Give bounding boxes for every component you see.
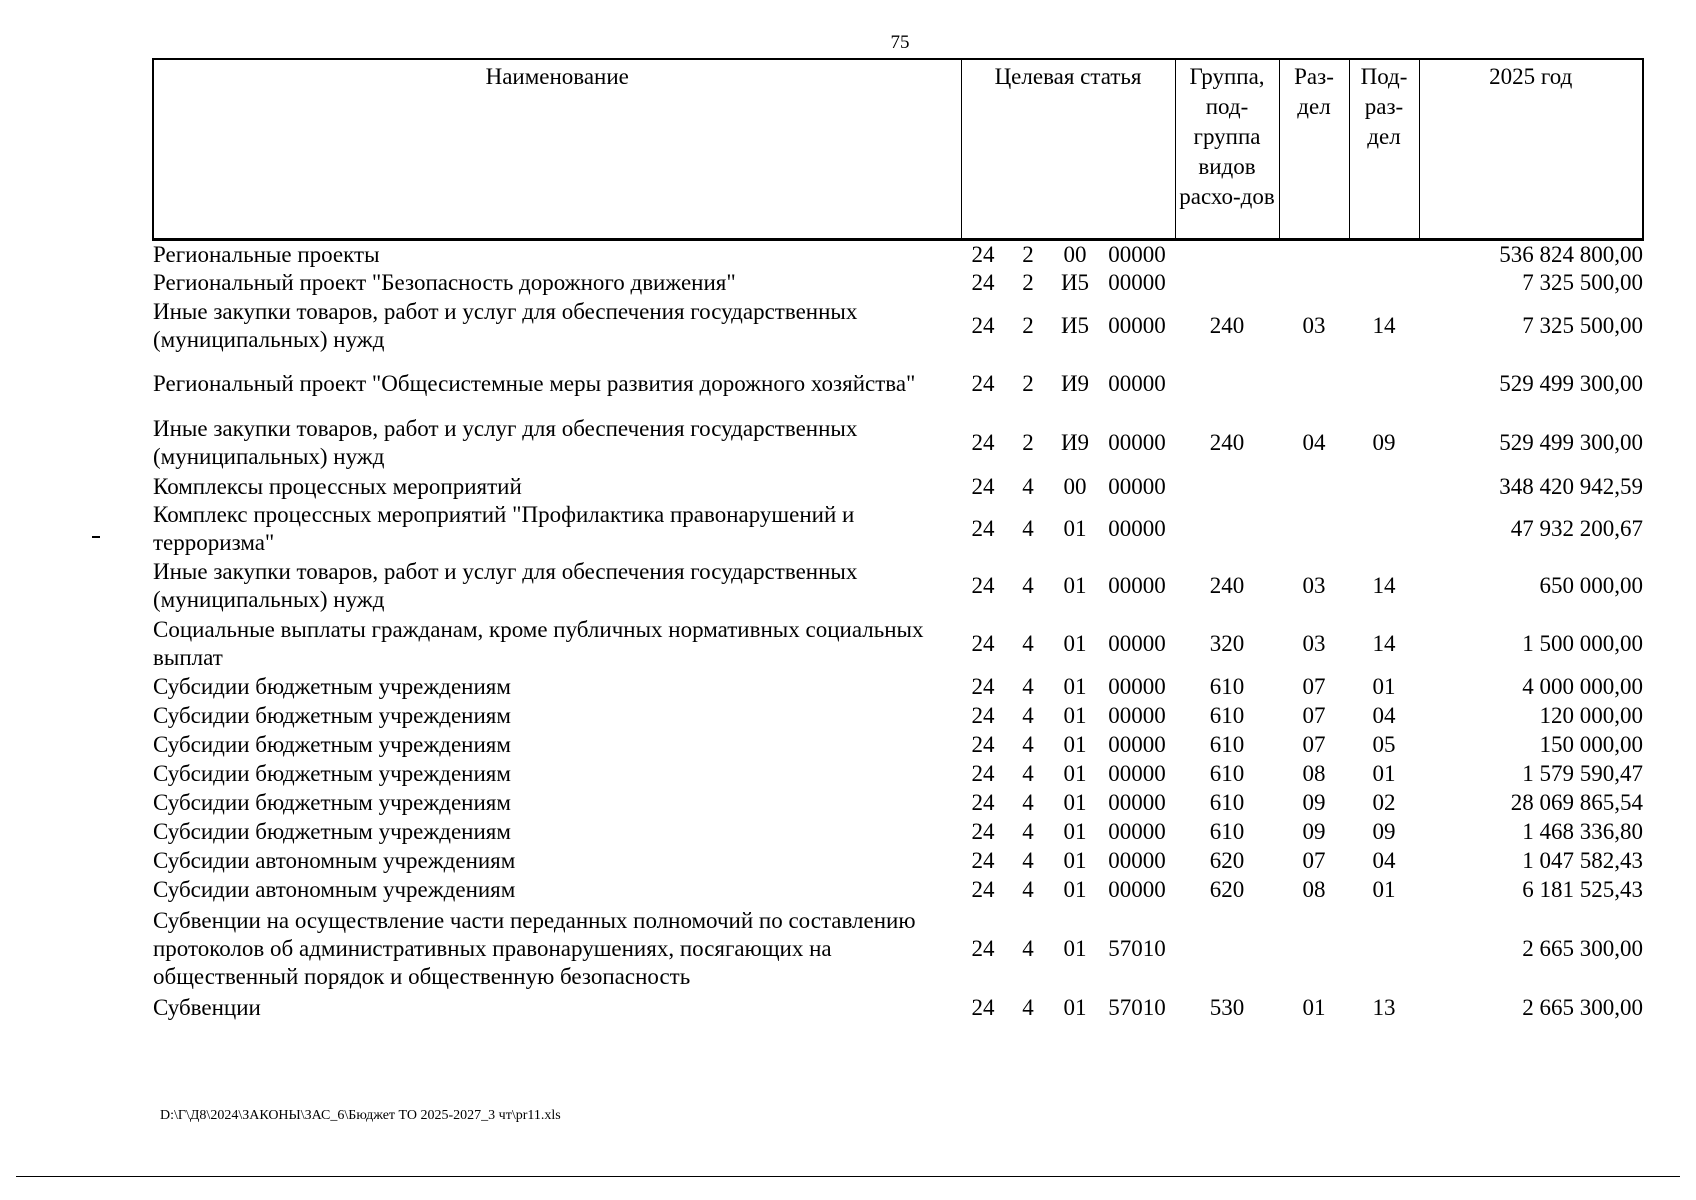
row-code-4: 00000 [1108, 703, 1166, 728]
row-name: Субсидии автономным учреждениям [153, 848, 516, 873]
row-section: 03 [1302, 572, 1326, 598]
row-code-4: 00000 [1108, 848, 1166, 873]
row-section: 07 [1302, 848, 1326, 873]
row-code-4: 00000 [1108, 732, 1166, 757]
row-subsection: 04 [1372, 703, 1396, 728]
header-target: Целевая статья [961, 59, 1175, 239]
row-code-4: 00000 [1108, 269, 1166, 295]
row-code-3: 01 [1063, 790, 1087, 815]
row-code-4: 00000 [1108, 790, 1166, 815]
row-group [1175, 905, 1279, 993]
row-name: Комплекс процессных мероприятий "Профилактика правонарушений и терроризма" [153, 501, 855, 555]
row-section [1279, 269, 1349, 297]
row-section: 01 [1302, 994, 1326, 1020]
row-section: 07 [1302, 732, 1326, 757]
row-code-4: 57010 [1108, 994, 1166, 1020]
row-code-1: 24 [971, 630, 995, 656]
row-section: 07 [1302, 703, 1326, 728]
row-amount: 1 579 590,47 [1522, 761, 1643, 786]
row-name: Субсидии бюджетным учреждениям [153, 703, 511, 728]
table-row [153, 789, 1643, 818]
row-code-3: И9 [1060, 370, 1090, 396]
row-name: Комплексы процессных мероприятий [153, 473, 522, 499]
row-code-3: 01 [1063, 848, 1087, 873]
row-subsection: 02 [1372, 790, 1396, 815]
row-name: Субсидии бюджетным учреждениям [153, 761, 511, 786]
row-code-1: 24 [971, 473, 995, 499]
row-section [1279, 239, 1349, 269]
row-name: Социальные выплаты гражданам, кроме публичных нормативных социальных выплат [153, 616, 924, 670]
row-code-1: 24 [971, 572, 995, 598]
bottom-divider [16, 1176, 1680, 1177]
header-year: 2025 год [1419, 59, 1643, 239]
table-row [153, 993, 1643, 1023]
row-code-1: 24 [971, 241, 995, 267]
row-section [1279, 473, 1349, 501]
row-code-2: 4 [1022, 819, 1034, 844]
row-code-2: 4 [1022, 761, 1034, 786]
row-amount: 2 665 300,00 [1522, 994, 1643, 1020]
row-name: Иные закупки товаров, работ и услуг для обеспечения государственных (муниципальных) нужд [153, 558, 858, 612]
row-code-2: 2 [1022, 241, 1034, 267]
header-name: Наименование [153, 59, 961, 239]
row-subsection: 01 [1372, 761, 1396, 786]
table-row [153, 847, 1643, 876]
row-subsection: 01 [1372, 674, 1396, 699]
row-code-1: 24 [971, 790, 995, 815]
row-code-1: 24 [971, 703, 995, 728]
row-code-1: 24 [971, 674, 995, 699]
row-amount: 1 468 336,80 [1522, 819, 1643, 844]
table-header-row [153, 59, 1643, 239]
row-code-3: 00 [1063, 241, 1087, 267]
row-amount: 529 499 300,00 [1499, 429, 1643, 455]
row-subsection [1349, 905, 1419, 993]
row-code-2: 4 [1022, 732, 1034, 757]
table-row [153, 876, 1643, 905]
margin-mark [92, 536, 100, 538]
row-code-3: 01 [1063, 994, 1087, 1020]
row-section: 08 [1302, 761, 1326, 786]
row-group: 240 [1209, 312, 1245, 338]
row-subsection [1349, 501, 1419, 557]
row-amount: 7 325 500,00 [1522, 312, 1643, 338]
row-subsection [1349, 239, 1419, 269]
row-amount: 150 000,00 [1539, 732, 1643, 757]
row-subsection: 14 [1372, 312, 1396, 338]
table-row [153, 760, 1643, 789]
row-code-2: 4 [1022, 515, 1034, 541]
row-name: Региональный проект "Общесистемные меры развития дорожного хозяйства" [153, 370, 916, 396]
row-amount: 4 000 000,00 [1522, 674, 1643, 699]
row-amount: 47 932 200,67 [1510, 515, 1643, 541]
row-code-2: 4 [1022, 935, 1034, 961]
row-amount: 1 500 000,00 [1522, 630, 1643, 656]
row-name: Субсидии бюджетным учреждениям [153, 819, 511, 844]
table-row [153, 905, 1643, 993]
row-subsection: 09 [1372, 819, 1396, 844]
row-code-2: 2 [1022, 312, 1034, 338]
table-row [153, 269, 1643, 297]
row-name: Региональный проект "Безопасность дорожного движения" [153, 269, 736, 295]
row-code-3: 01 [1063, 674, 1087, 699]
table-row [153, 501, 1643, 557]
row-code-4: 00000 [1108, 241, 1166, 267]
row-subsection: 14 [1372, 572, 1396, 598]
row-code-1: 24 [971, 761, 995, 786]
header-subsection: Под-раз-дел [1349, 59, 1419, 239]
table-row [153, 673, 1643, 702]
row-name: Субсидии бюджетным учреждениям [153, 790, 511, 815]
row-amount: 6 181 525,43 [1522, 877, 1643, 902]
row-subsection: 04 [1372, 848, 1396, 873]
row-section [1279, 501, 1349, 557]
row-subsection: 14 [1372, 630, 1396, 656]
row-code-3: 01 [1063, 935, 1087, 961]
row-code-3: И9 [1060, 429, 1090, 455]
row-section: 07 [1302, 674, 1326, 699]
row-section: 09 [1302, 790, 1326, 815]
row-amount: 2 665 300,00 [1522, 935, 1643, 961]
row-code-1: 24 [971, 515, 995, 541]
row-code-1: 24 [971, 877, 995, 902]
row-code-3: 00 [1063, 473, 1087, 499]
table-row [153, 473, 1643, 501]
table-row [153, 413, 1643, 473]
row-amount: 120 000,00 [1539, 703, 1643, 728]
row-code-3: И5 [1060, 269, 1090, 295]
row-code-3: 01 [1063, 877, 1087, 902]
row-code-1: 24 [971, 732, 995, 757]
row-code-1: 24 [971, 994, 995, 1020]
row-code-3: 01 [1063, 819, 1087, 844]
table-row [153, 297, 1643, 355]
row-code-4: 00000 [1108, 429, 1166, 455]
row-code-2: 2 [1022, 269, 1034, 295]
table-row [153, 615, 1643, 673]
row-subsection [1349, 355, 1419, 413]
table-row [153, 702, 1643, 731]
row-subsection [1349, 269, 1419, 297]
row-code-4: 00000 [1108, 877, 1166, 902]
row-code-1: 24 [971, 935, 995, 961]
page-number: 75 [890, 32, 910, 53]
row-section: 03 [1302, 630, 1326, 656]
row-code-1: 24 [971, 269, 995, 295]
row-section: 03 [1302, 312, 1326, 338]
row-code-2: 4 [1022, 848, 1034, 873]
row-subsection: 01 [1372, 877, 1396, 902]
row-name: Субвенции [153, 994, 261, 1020]
table-row [153, 818, 1643, 847]
row-code-2: 4 [1022, 790, 1034, 815]
row-amount: 529 499 300,00 [1499, 370, 1643, 396]
row-name: Субсидии автономным учреждениям [153, 877, 516, 902]
row-code-3: И5 [1060, 312, 1090, 338]
footer-file-path: D:\Г\Д8\2024\ЗАКОНЫ\ЗАС_6\Бюджет ТО 2025-2027_3 чт\pr11.xls [160, 1108, 561, 1123]
row-section [1279, 905, 1349, 993]
row-code-4: 00000 [1108, 761, 1166, 786]
row-code-4: 00000 [1108, 819, 1166, 844]
row-amount: 536 824 800,00 [1499, 241, 1643, 267]
row-code-4: 00000 [1108, 312, 1166, 338]
row-amount: 348 420 942,59 [1499, 473, 1643, 499]
table-row [153, 239, 1643, 269]
row-group: 240 [1209, 572, 1245, 598]
table-row [153, 355, 1643, 413]
row-section [1279, 355, 1349, 413]
row-group: 320 [1209, 630, 1245, 656]
row-code-2: 4 [1022, 994, 1034, 1020]
row-name: Иные закупки товаров, работ и услуг для обеспечения государственных (муниципальных) нужд [153, 415, 858, 469]
table-row [153, 557, 1643, 615]
row-code-1: 24 [971, 370, 995, 396]
header-section: Раз-дел [1279, 59, 1349, 239]
row-group: 610 [1209, 790, 1245, 815]
row-group [1175, 473, 1279, 501]
row-code-4: 00000 [1108, 572, 1166, 598]
row-code-4: 00000 [1108, 473, 1166, 499]
row-code-2: 4 [1022, 877, 1034, 902]
row-group: 620 [1209, 848, 1245, 873]
row-code-4: 00000 [1108, 515, 1166, 541]
table-row [153, 731, 1643, 760]
row-code-4: 00000 [1108, 630, 1166, 656]
row-code-3: 01 [1063, 630, 1087, 656]
row-code-1: 24 [971, 312, 995, 338]
row-code-3: 01 [1063, 703, 1087, 728]
row-group: 610 [1209, 674, 1245, 699]
row-group: 530 [1209, 994, 1245, 1020]
row-code-2: 2 [1022, 370, 1034, 396]
row-group [1175, 355, 1279, 413]
row-subsection: 13 [1372, 994, 1396, 1020]
row-group [1175, 501, 1279, 557]
row-code-3: 01 [1063, 572, 1087, 598]
row-name: Субсидии бюджетным учреждениям [153, 674, 511, 699]
row-code-1: 24 [971, 848, 995, 873]
row-name: Региональные проекты [153, 241, 380, 267]
row-group: 610 [1209, 761, 1245, 786]
row-code-2: 4 [1022, 473, 1034, 499]
header-group: Группа, под-группа видов расхо-дов [1175, 59, 1279, 239]
row-section: 04 [1302, 429, 1326, 455]
row-amount: 1 047 582,43 [1522, 848, 1643, 873]
row-code-1: 24 [971, 819, 995, 844]
row-code-3: 01 [1063, 515, 1087, 541]
row-subsection: 09 [1372, 429, 1396, 455]
budget-table [152, 58, 1644, 1023]
row-group: 610 [1209, 703, 1245, 728]
row-group [1175, 239, 1279, 269]
row-code-4: 00000 [1108, 674, 1166, 699]
row-name: Субвенции на осуществление части переданных полномочий по составлению протоколов об административных правонарушениях, посягающих на общественный порядок и общественную безопасность [153, 907, 916, 989]
row-amount: 650 000,00 [1539, 572, 1643, 598]
row-group [1175, 269, 1279, 297]
row-subsection [1349, 473, 1419, 501]
row-group: 620 [1209, 877, 1245, 902]
row-code-1: 24 [971, 429, 995, 455]
row-name: Иные закупки товаров, работ и услуг для обеспечения государственных (муниципальных) нужд [153, 298, 858, 352]
row-amount: 7 325 500,00 [1522, 269, 1643, 295]
row-section: 09 [1302, 819, 1326, 844]
row-section: 08 [1302, 877, 1326, 902]
row-group: 610 [1209, 819, 1245, 844]
row-code-3: 01 [1063, 732, 1087, 757]
row-group: 240 [1209, 429, 1245, 455]
row-subsection: 05 [1372, 732, 1396, 757]
row-code-2: 4 [1022, 572, 1034, 598]
row-code-4: 57010 [1108, 935, 1166, 961]
row-amount: 28 069 865,54 [1510, 790, 1643, 815]
row-code-2: 4 [1022, 703, 1034, 728]
row-name: Субсидии бюджетным учреждениям [153, 732, 511, 757]
row-code-4: 00000 [1108, 370, 1166, 396]
row-code-2: 4 [1022, 674, 1034, 699]
row-group: 610 [1209, 732, 1245, 757]
row-code-2: 4 [1022, 630, 1034, 656]
row-code-3: 01 [1063, 761, 1087, 786]
row-code-2: 2 [1022, 429, 1034, 455]
